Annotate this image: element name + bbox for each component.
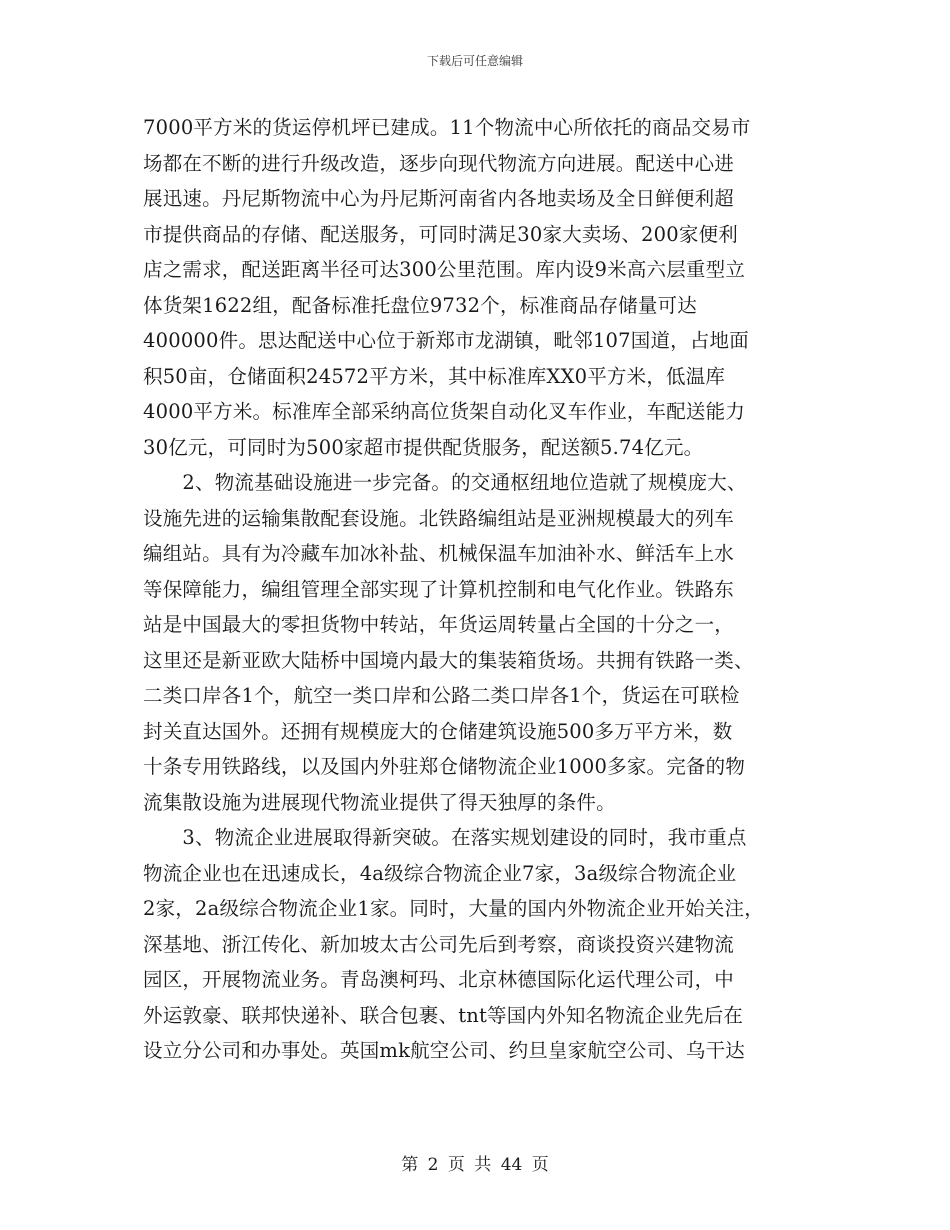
text-line: 2家，2a级综合物流企业1家。同时，大量的国内外物流企业开始关注， xyxy=(143,897,764,920)
text-line: 30亿元，可同时为500家超市提供配货服务，配送额5.74亿元。 xyxy=(143,435,704,459)
text-line: 深基地、浙江传化、新加坡太古公司先后到考察，商谈投资兴建物流 xyxy=(143,932,735,956)
text-line: 4000平方米。标准库全部采纳高位货架自动化叉车作业，车配送能力 xyxy=(143,400,746,423)
text-line: 积50亩，仓储面积24572平方米，其中标准库XX0平方米，低温库 xyxy=(143,364,726,388)
text-line: 流集散设施为进展现代物流业提供了得天独厚的条件。 xyxy=(143,790,616,814)
text-line: 站是中国最大的零担货物中转站，年货运周转量占全国的十分之一， xyxy=(143,613,735,636)
paragraph-start-line: 2、物流基础设施进一步完备。的交通枢纽地位造就了规模庞大、 xyxy=(143,471,747,494)
page-header: 下载后可任意编辑 xyxy=(426,54,523,68)
text-line: 400000件。思达配送中心位于新郑市龙湖镇，毗邻107国道，占地面 xyxy=(143,329,749,352)
text-line: 十条专用铁路线，以及国内外驻郑仓储物流企业1000多家。完备的物 xyxy=(143,755,746,778)
text-line: 场都在不断的进行升级改造，逐步向现代物流方向进展。配送中心进 xyxy=(143,151,735,175)
text-line: 等保障能力，编组管理全部实现了计算机控制和电气化作业。铁路东 xyxy=(143,577,735,601)
text-line: 设施先进的运输集散配套设施。北铁路编组站是亚洲规模最大的列车 xyxy=(143,506,735,530)
text-line: 体货架1622组，配备标准托盘位9732个，标准商品存储量可达 xyxy=(143,293,697,317)
text-line: 展迅速。丹尼斯物流中心为丹尼斯河南省内各地卖场及全日鲜便利超 xyxy=(143,187,735,210)
document-body xyxy=(143,110,823,1069)
text-line: 二类口岸各1个，航空一类口岸和公路二类口岸各1个，货运在可联检 xyxy=(143,684,740,707)
text-line: 编组站。具有为冷藏车加冰补盐、机械保温车加油补水、鲜活车上水 xyxy=(143,542,735,565)
text-line: 封关直达国外。还拥有规模庞大的仓储建筑设施500多万平方米，数 xyxy=(143,719,733,743)
text-line: 设立分公司和办事处。英国mk航空公司、约旦皇家航空公司、乌干达 xyxy=(143,1039,746,1062)
text-line: 外运敦豪、联邦快递补、联合包裹、tnt等国内外知名物流企业先后在 xyxy=(143,1003,744,1027)
text-line: 7000平方米的货运停机坪已建成。11个物流中心所依托的商品交易市 xyxy=(143,116,751,139)
paragraph-start-line: 3、物流企业进展取得新突破。在落实规划建设的同时，我市重点 xyxy=(143,826,747,849)
page-footer: 第 2 页 共 44 页 xyxy=(401,1155,549,1175)
text-line: 物流企业也在迅速成长，4a级综合物流企业7家，3a级综合物流企业 xyxy=(143,861,737,885)
text-line: 园区，开展物流业务。青岛澳柯玛、北京林德国际化运代理公司，中 xyxy=(143,968,735,991)
text-line: 市提供商品的存储、配送服务，可同时满足30家大卖场、200家便利 xyxy=(143,222,738,246)
text-line: 这里还是新亚欧大陆桥中国境内最大的集装箱货场。共拥有铁路一类、 xyxy=(143,648,754,672)
text-line: 店之需求，配送距离半径可达300公里范围。库内设9米高六层重型立 xyxy=(143,258,746,281)
